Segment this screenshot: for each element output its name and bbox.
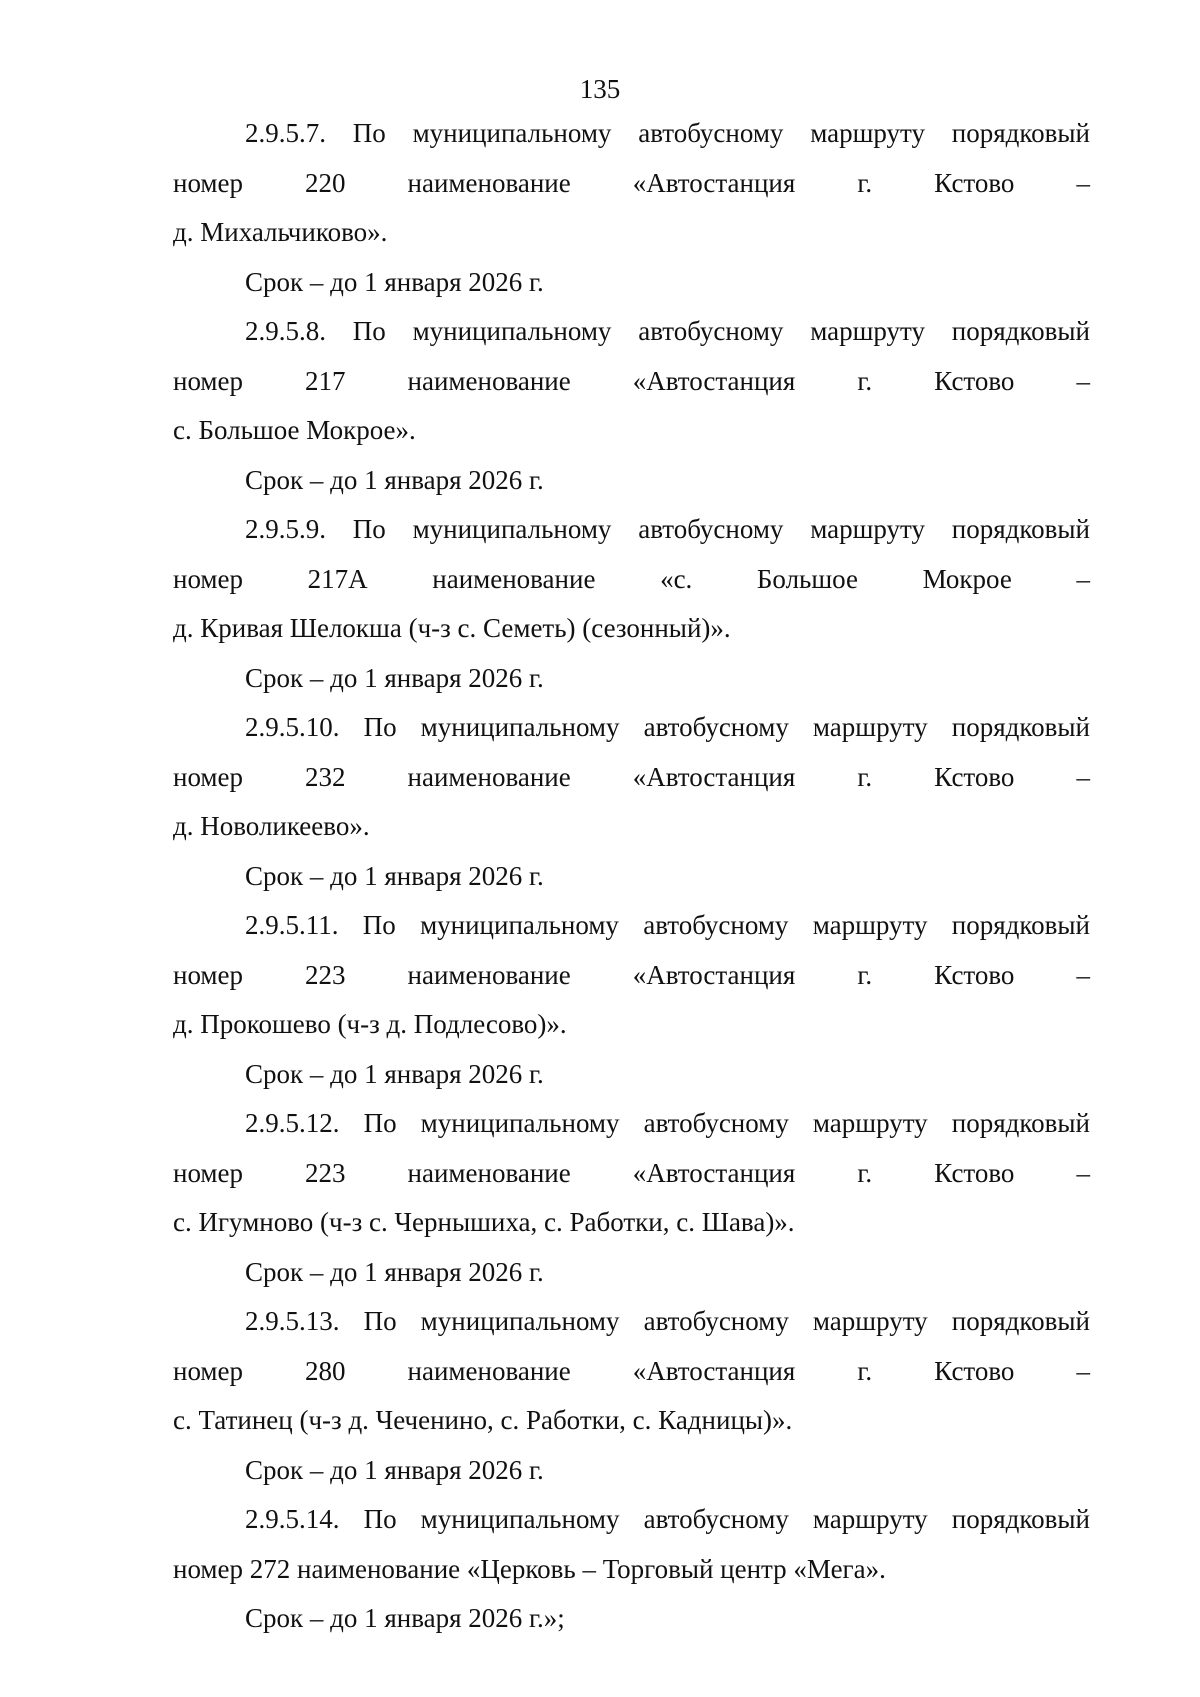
word: 2.9.5.11. (245, 910, 339, 940)
word: Кстово (934, 959, 1015, 990)
word: 2.9.5.8. (245, 316, 326, 346)
word: – (1076, 959, 1090, 990)
route-paragraph (173, 307, 1090, 456)
word: «Автостанция (632, 1157, 796, 1188)
word: маршруту (812, 1504, 928, 1534)
word: «Автостанция (632, 365, 796, 396)
word: – (1076, 1157, 1090, 1188)
paragraph-last-line: д. Прокошево (ч-з д. Подлесово)». (173, 1009, 567, 1039)
word: маршруту (812, 910, 928, 940)
route-paragraph (173, 901, 1090, 1050)
route-paragraph (173, 1099, 1090, 1248)
paragraph-second-line (173, 357, 1090, 407)
word: номер (173, 1355, 244, 1386)
word: По (363, 1306, 397, 1336)
word: маршруту (812, 1108, 928, 1138)
word: муниципальному (420, 712, 620, 742)
paragraph-last-line: номер 272 наименование «Церковь – Торговый центр «Мега». (173, 1553, 886, 1584)
paragraph-first-line (173, 109, 1090, 159)
word: 232 (305, 761, 346, 792)
word: муниципальному (412, 316, 612, 346)
word: г. (857, 959, 873, 990)
word: наименование (407, 1355, 571, 1386)
word: Мокрое (922, 563, 1012, 594)
word: порядковый (951, 514, 1090, 544)
word: Кстово (934, 365, 1015, 396)
word: 2.9.5.13. (245, 1306, 340, 1336)
paragraph-second-line (173, 951, 1090, 1001)
word: По (352, 118, 386, 148)
word: наименование (407, 959, 571, 990)
word: наименование (407, 167, 571, 198)
word: По (362, 910, 396, 940)
word: г. (857, 1355, 873, 1386)
word: порядковый (951, 1504, 1090, 1534)
paragraph-second-line (173, 159, 1090, 209)
word: автобусному (643, 1108, 789, 1138)
word: «с. (660, 563, 693, 594)
paragraph-last-line: д. Михальчиково». (173, 217, 388, 247)
paragraph-first-line (173, 307, 1090, 357)
word: порядковый (951, 1108, 1090, 1138)
word: маршруту (810, 316, 925, 346)
word: 2.9.5.7. (245, 118, 326, 148)
page-number: 135 (579, 74, 621, 104)
word: наименование (432, 563, 596, 594)
word: «Автостанция (632, 1355, 796, 1386)
word: По (363, 1504, 397, 1534)
route-paragraph (173, 505, 1090, 654)
word: номер (173, 365, 244, 396)
word: Кстово (934, 761, 1015, 792)
paragraph-last-line: с. Татинец (ч-з д. Чеченино, с. Работки, с. Кадницы)». (173, 1405, 793, 1435)
word: – (1076, 1355, 1090, 1386)
paragraph-second-line (173, 753, 1090, 803)
word: муниципальному (420, 910, 619, 940)
route-paragraph (173, 703, 1090, 852)
word: 217А (307, 563, 368, 594)
word: порядковый (951, 118, 1090, 148)
paragraph-first-line (173, 901, 1090, 951)
word: муниципальному (412, 118, 612, 148)
paragraph-first-line (173, 703, 1090, 753)
word: По (352, 316, 386, 346)
paragraph-second-line (173, 1149, 1090, 1199)
paragraph-first-line (173, 505, 1090, 555)
word: муниципальному (412, 514, 612, 544)
word: автобусному (643, 1306, 789, 1336)
word: По (363, 712, 397, 742)
word: – (1076, 563, 1090, 594)
word: 217 (305, 365, 346, 396)
word: 2.9.5.14. (245, 1504, 340, 1534)
word: номер (173, 959, 244, 990)
word: муниципальному (420, 1504, 620, 1534)
word: наименование (407, 1157, 571, 1188)
word: Кстово (934, 167, 1015, 198)
deadline-line: Срок – до 1 января 2026 г. (245, 662, 544, 693)
word: По (352, 514, 386, 544)
word: муниципальному (420, 1306, 620, 1336)
word: «Автостанция (632, 167, 796, 198)
word: автобусному (643, 1504, 789, 1534)
document-body (173, 109, 1090, 1644)
word: Большое (756, 563, 858, 594)
deadline-line: Срок – до 1 января 2026 г.»; (245, 1603, 565, 1633)
paragraph-last-line: с. Большое Мокрое». (173, 415, 416, 445)
word: 2.9.5.12. (245, 1108, 340, 1138)
word: г. (857, 1157, 873, 1188)
paragraph-first-line (173, 1297, 1090, 1347)
route-paragraph (173, 109, 1090, 258)
word: порядковый (951, 316, 1090, 346)
word: 220 (305, 167, 346, 198)
word: Кстово (934, 1355, 1015, 1386)
paragraph-first-line (173, 1099, 1090, 1149)
word: маршруту (810, 514, 925, 544)
word: 2.9.5.10. (245, 712, 340, 742)
paragraph-first-line (173, 1495, 1090, 1545)
paragraph-second-line (173, 1347, 1090, 1397)
route-paragraph (173, 1495, 1090, 1594)
word: г. (857, 167, 873, 198)
word: номер (173, 761, 244, 792)
word: автобусному (643, 910, 789, 940)
word: По (363, 1108, 397, 1138)
word: маршруту (812, 1306, 928, 1336)
word: «Автостанция (632, 761, 796, 792)
deadline-line: Срок – до 1 января 2026 г. (245, 266, 544, 297)
word: 280 (305, 1355, 346, 1386)
word: номер (173, 1157, 244, 1188)
word: наименование (407, 761, 571, 792)
word: автобусному (643, 712, 789, 742)
paragraph-last-line: с. Игумново (ч-з с. Чернышиха, с. Работки, с. Шава)». (173, 1207, 795, 1237)
paragraph-last-line: д. Кривая Шелокша (ч-з с. Семеть) (сезонный)». (173, 613, 731, 643)
word: – (1076, 167, 1090, 198)
word: г. (857, 365, 873, 396)
word: маршруту (812, 712, 928, 742)
word: автобусному (638, 118, 784, 148)
word: «Автостанция (632, 959, 796, 990)
word: – (1076, 365, 1090, 396)
word: 223 (305, 959, 346, 990)
word: маршруту (810, 118, 925, 148)
deadline-line: Срок – до 1 января 2026 г. (245, 860, 544, 891)
word: автобусному (638, 316, 784, 346)
route-paragraph (173, 1297, 1090, 1446)
word: номер (173, 563, 244, 594)
word: г. (857, 761, 873, 792)
deadline-line: Срок – до 1 января 2026 г. (245, 1058, 544, 1089)
word: – (1076, 761, 1090, 792)
word: порядковый (951, 712, 1090, 742)
word: автобусному (638, 514, 784, 544)
paragraph-last-line: д. Новоликеево». (173, 811, 370, 841)
deadline-line: Срок – до 1 января 2026 г. (245, 1256, 544, 1287)
word: 223 (305, 1157, 346, 1188)
word: номер (173, 167, 244, 198)
word: порядковый (951, 910, 1090, 940)
deadline-line: Срок – до 1 января 2026 г. (245, 1454, 544, 1485)
word: наименование (407, 365, 571, 396)
word: муниципальному (420, 1108, 620, 1138)
word: 2.9.5.9. (245, 514, 326, 544)
word: Кстово (934, 1157, 1015, 1188)
deadline-line: Срок – до 1 января 2026 г. (245, 464, 544, 495)
word: порядковый (951, 1306, 1090, 1336)
paragraph-second-line (173, 555, 1090, 605)
